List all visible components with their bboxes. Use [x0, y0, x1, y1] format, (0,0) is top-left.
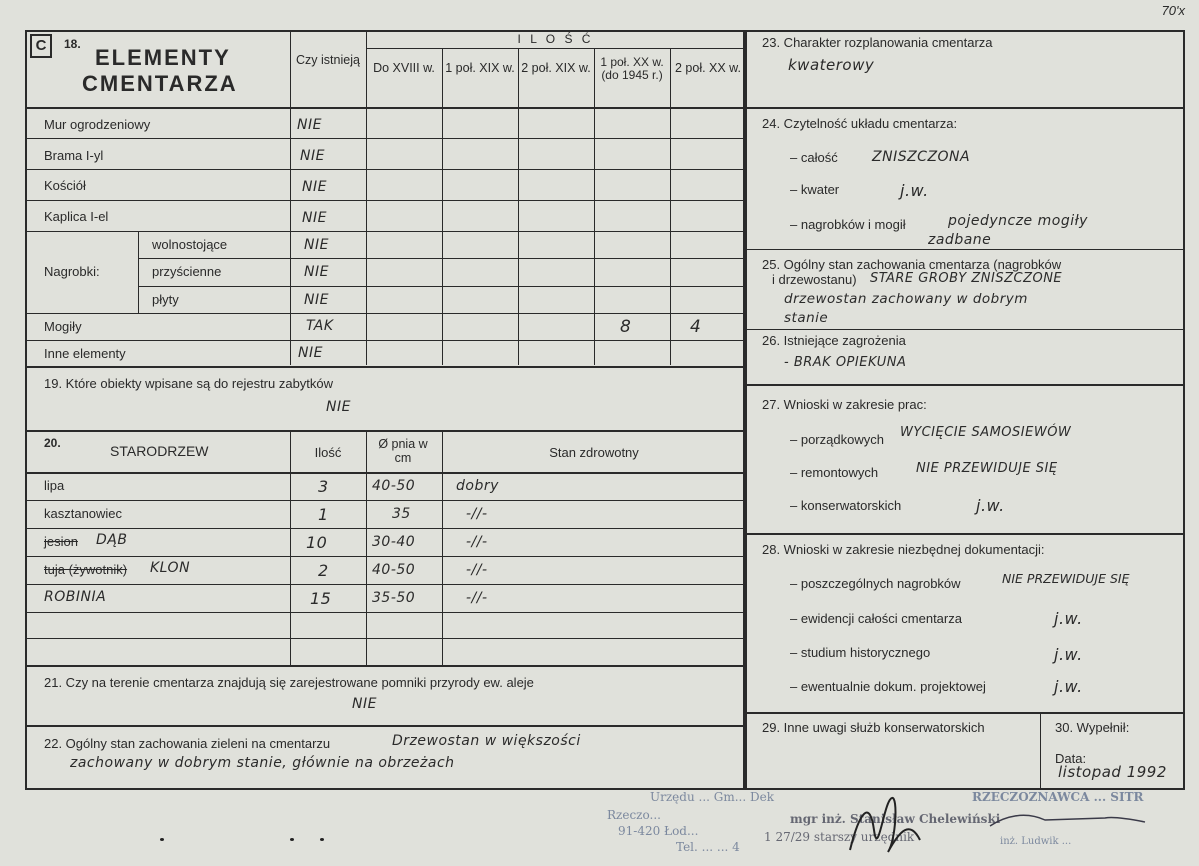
q24-label: 24. Czytelność układu cmentarza:	[762, 116, 958, 131]
row-label-kaplica: Kaplica I-el	[44, 209, 109, 224]
starodrzew-col-stan: Stan zdrowotny	[549, 445, 639, 460]
q27-rem-value: NIE PRZEWIDUJE SIĘ	[916, 461, 1058, 476]
czy-kosciol: NIE	[302, 179, 327, 195]
stamp-name: mgr inż. Stanisław Chelewiński	[790, 812, 1001, 826]
czy-wolnostojace: NIE	[304, 237, 329, 253]
tree-name-2: kasztanowiec	[44, 506, 123, 521]
q24-nagrobkow-label: – nagrobków i mogił	[790, 217, 906, 232]
row-label-mogily: Mogiły	[44, 319, 82, 334]
q28-item1-value: NIE PRZEWIDUJE SIĘ	[1002, 571, 1130, 586]
col-2pol-xx: 2 poł. XX w.	[674, 61, 741, 75]
stamp-office-line4: Tel. ... ... 4	[676, 840, 740, 854]
tree-name-3-printed: jesion	[44, 534, 78, 549]
q22-value-line1: Drzewostan w większości	[392, 733, 581, 749]
tree-ilosc-5: 15	[310, 589, 332, 608]
tree-name-4-handwritten: KLON	[150, 560, 191, 576]
q26-value: - BRAK OPIEKUNA	[784, 355, 907, 370]
czy-kaplica: NIE	[302, 210, 327, 226]
nagrobki-label: Nagrobki:	[44, 264, 100, 279]
starodrzew-col-ilosc: Ilość	[314, 445, 342, 460]
col-do-xviii: Do XVIII w.	[373, 61, 435, 75]
q28-item3-label: – studium historycznego	[790, 645, 931, 660]
tree-pnia-5: 35-50	[372, 590, 416, 606]
tree-ilosc-4: 2	[318, 561, 329, 580]
stamp-office-line3: 91-420 Łod...	[618, 824, 699, 838]
tree-ilosc-3: 10	[306, 533, 328, 552]
q27-label: 27. Wnioski w zakresie prac:	[762, 397, 927, 412]
czy-inne: NIE	[298, 345, 323, 361]
stamp-expert: RZECZOZNAWCA ... SITR	[972, 790, 1144, 804]
col-2pol-xix: 2 poł. XIX w.	[521, 61, 591, 75]
tree-stan-2: -//-	[466, 506, 488, 522]
tree-stan-4: -//-	[466, 562, 488, 578]
q23-value: kwaterowy	[788, 56, 875, 74]
col-1pol-xx: 1 poł. XX w. (do 1945 r.)	[600, 55, 664, 83]
q28-item2-label: – ewidencji całości cmentarza	[790, 611, 962, 626]
tree-name-5-handwritten: ROBINIA	[44, 589, 107, 605]
dust-dot	[160, 838, 164, 841]
q27-kons-label: – konserwatorskich	[790, 498, 902, 513]
q25-value-line2: drzewostan zachowany w dobrym	[784, 291, 1028, 307]
starodrzew-col-pnia: Ø pnia w cm	[378, 437, 428, 465]
tree-pnia-3: 30-40	[372, 534, 416, 550]
q22-label: 22. Ogólny stan zachowania zieleni na cmentarzu	[44, 736, 331, 751]
stamp-office-line2: Rzeczo...	[607, 808, 661, 822]
tree-ilosc-2: 1	[318, 505, 329, 524]
q28-label: 28. Wnioski w zakresie niezbędnej dokumentacji:	[762, 542, 1045, 557]
czy-przyscienne: NIE	[304, 264, 329, 280]
q25-value-line1: STARE GROBY ZNISZCZONE	[870, 271, 1063, 286]
row-label-wolnostojace: wolnostojące	[152, 237, 228, 252]
col-1pol-xix: 1 poł. XIX w.	[445, 61, 515, 75]
q24-calosc-value: ZNISZCZONA	[872, 149, 971, 165]
q21-value: NIE	[352, 696, 377, 712]
q25-value-line3: stanie	[784, 310, 829, 326]
section-18-title-line2: CMENTARZA	[82, 71, 238, 96]
col-czy-istnieja: Czy istnieją	[296, 53, 360, 67]
q28-item4-value: j.w.	[1054, 677, 1083, 696]
czy-brama: NIE	[300, 148, 325, 164]
q29-label: 29. Inne uwagi służb konserwatorskich	[762, 720, 985, 735]
czy-plyty: NIE	[304, 292, 329, 308]
q27-porz-value: WYCIĘCIE SAMOSIEWÓW	[900, 425, 1072, 440]
signature-2	[985, 806, 1155, 836]
corner-note: 70'x	[1161, 3, 1185, 18]
row-label-inne: Inne elementy	[44, 346, 126, 361]
q28-item1-label: – poszczególnych nagrobków	[790, 576, 961, 591]
section-18-title-line1: ELEMENTY	[95, 45, 231, 70]
q25-label-line2: i drzewostanu)	[772, 272, 857, 287]
row-label-brama: Brama I-yl	[44, 148, 104, 163]
q30-data-label: Data:	[1055, 751, 1087, 766]
q28-item4-label: – ewentualnie dokum. projektowej	[790, 679, 986, 694]
q24-nagrobkow-value2: zadbane	[928, 232, 992, 248]
q22-value-line2: zachowany w dobrym stanie, głównie na obrzeżach	[70, 755, 455, 771]
q28-item3-value: j.w.	[1054, 645, 1083, 664]
tree-pnia-1: 40-50	[372, 478, 416, 494]
q23-label: 23. Charakter rozplanowania cmentarza	[762, 35, 993, 50]
tree-name-3-handwritten: DĄB	[96, 532, 128, 548]
q24-nagrobkow-value1: pojedyncze mogiły	[948, 213, 1088, 229]
tree-pnia-2: 35	[392, 506, 411, 522]
q20-number: 20.	[44, 436, 61, 450]
q19-label: 19. Które obiekty wpisane są do rejestru zabytków	[44, 376, 334, 391]
czy-mogily: TAK	[306, 318, 334, 334]
section-18-number: 18.	[64, 37, 81, 51]
tree-stan-1: dobry	[456, 478, 499, 494]
tree-pnia-4: 40-50	[372, 562, 416, 578]
q27-porz-label: – porządkowych	[790, 432, 884, 447]
starodrzew-title: STARODRZEW	[110, 443, 209, 459]
mogily-1pol-xx: 8	[620, 317, 632, 337]
tree-stan-5: -//-	[466, 590, 488, 606]
stamp-office-line1: Urzędu ... Gm... Dek	[650, 790, 774, 804]
q24-calosc-label: – całość	[790, 150, 838, 165]
mogily-2pol-xx: 4	[690, 317, 702, 337]
signature-1	[840, 790, 930, 866]
stamp-title: 1 27/29 starszy urzędnik	[764, 830, 915, 844]
q28-item2-value: j.w.	[1054, 609, 1083, 628]
tree-name-4-printed: tuja (żywotnik)	[44, 562, 128, 577]
row-label-przyscienne: przyścienne	[152, 264, 222, 279]
row-label-kosciol: Kościół	[44, 178, 86, 193]
tree-ilosc-1: 3	[318, 477, 329, 496]
tree-stan-3: -//-	[466, 534, 488, 550]
q27-rem-label: – remontowych	[790, 465, 879, 480]
dust-dot	[320, 838, 324, 841]
q30-data-value: listopad 1992	[1058, 763, 1167, 781]
q21-label: 21. Czy na terenie cmentarza znajdują się zarejestrowane pomniki przyrody ew. aleje	[44, 675, 534, 690]
q27-kons-value: j.w.	[976, 496, 1005, 515]
row-label-mur: Mur ogrodzeniowy	[44, 117, 151, 132]
q24-kwater-label: – kwater	[790, 182, 840, 197]
q26-label: 26. Istniejące zagrożenia	[762, 333, 906, 348]
q25-label-line1: 25. Ogólny stan zachowania cmentarza (nagrobków	[762, 257, 1062, 272]
stamp-expert-name: inż. Ludwik ...	[1000, 836, 1072, 847]
tree-name-1: lipa	[44, 478, 65, 493]
section-letter-box: C	[30, 34, 52, 58]
dust-dot	[290, 838, 294, 841]
q24-kwater-value: j.w.	[900, 181, 929, 200]
q19-value: NIE	[326, 399, 351, 415]
ilosc-header: I L O Ś Ć	[517, 32, 594, 46]
czy-mur: NIE	[297, 117, 322, 133]
q30-label: 30. Wypełnił:	[1055, 720, 1130, 735]
row-label-plyty: płyty	[152, 292, 179, 307]
